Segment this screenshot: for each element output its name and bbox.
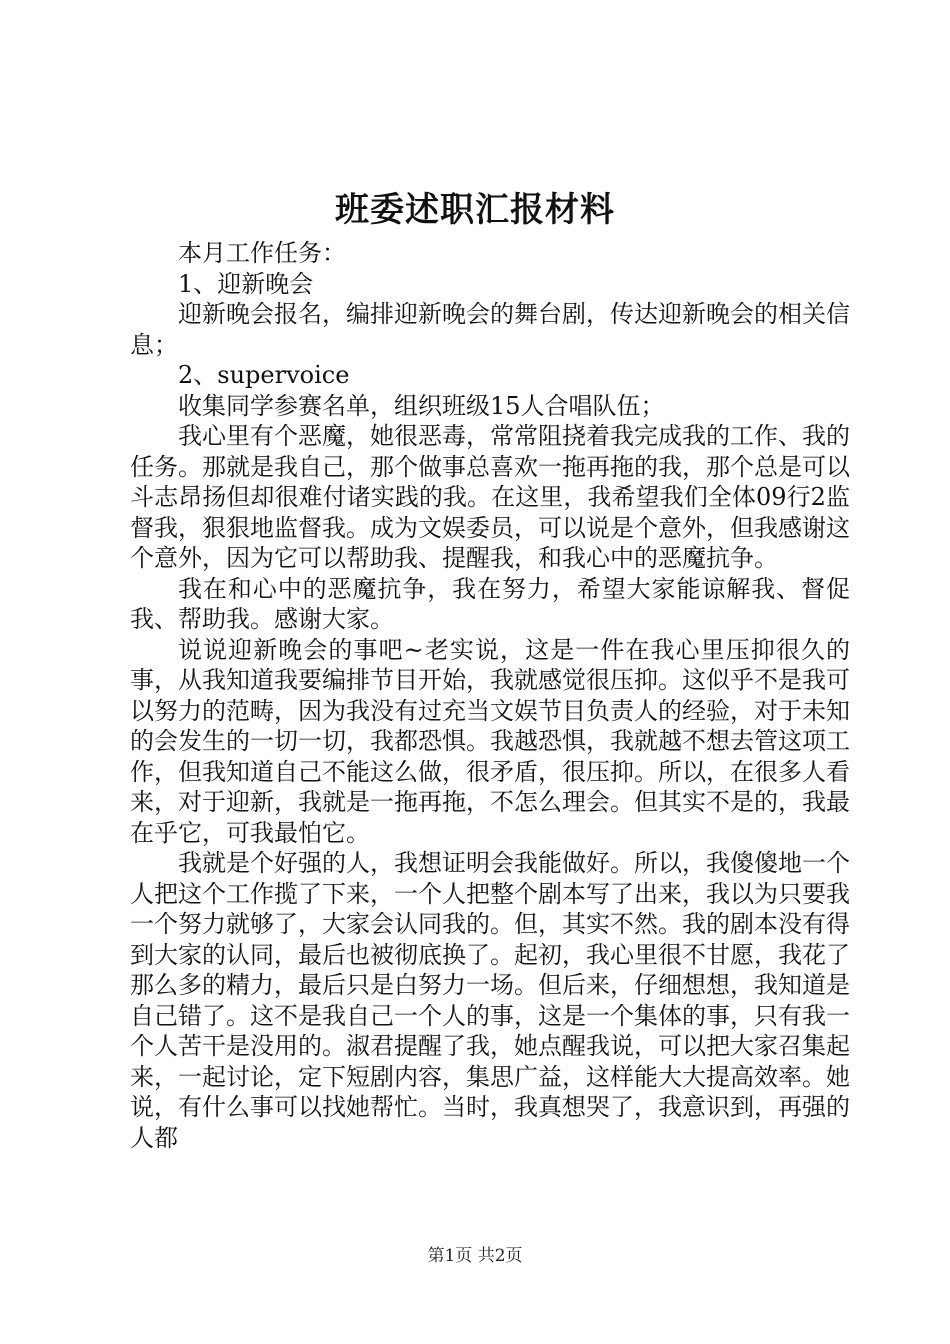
paragraph-item-2: 2、supervoice	[178, 361, 350, 389]
paragraph-task-heading: 本月工作任务：	[178, 239, 346, 267]
document-title: 班委述职汇报材料	[335, 190, 615, 230]
paragraph-item-1: 1、迎新晚会	[178, 269, 314, 298]
document-body	[130, 238, 850, 1153]
paragraph-body: 说说迎新晚会的事吧~老实说，这是一件在我心里压抑很久的事，从我知道我要编排节目开始，我就感觉很压抑。这似乎不是我可以努力的范畴，因为我没有过充当文娱节目负责人的经验，对于未知的会发生的一切一切，我都恐惧。我越恐惧，我就越不想去管这项工作，但我知道自己不能这么做，很矛盾，很压抑。所以，在很多人看来，对于迎新，我就是一拖再拖，不怎么理会。但其实不是的，我最在乎它，可我最怕它。	[130, 635, 850, 847]
paragraph-body: 我在和心中的恶魔抗争，我在努力，希望大家能谅解我、督促我、帮助我。感谢大家。	[130, 574, 850, 633]
paragraph-body: 我就是个好强的人，我想证明会我能做好。所以，我傻傻地一个人把这个工作揽了下来，一个人把整个剧本写了出来，我以为只要我一个努力就够了，大家会认同我的。但，其实不然。我的剧本没有得到大家的认同，最后也被彻底换了。起初，我心里很不甘愿，我花了那么多的精力，最后只是白努力一场。但后来，仔细想想，我知道是自己错了。这不是我自己一个人的事，这是一个集体的事，只有我一个人苦干是没用的。淑君提醒了我，她点醒我说，可以把大家召集起来，一起讨论，定下短剧内容，集思广益，这样能大大提高效率。她说，有什么事可以找她帮忙。当时，我真想哭了，我意识到，再强的人都	[130, 849, 850, 1152]
paragraph-body: 我心里有个恶魔，她很恶毒，常常阻挠着我完成我的工作、我的任务。那就是我自己，那个做事总喜欢一拖再拖的我，那个总是可以斗志昂扬但却很难付诸实践的我。在这里，我希望我们全体09行2监督我，狠狠地监督我。成为文娱委员，可以说是个意外，但我感谢这个意外，因为它可以帮助我、提醒我，和我心中的恶魔抗争。	[130, 422, 850, 572]
paragraph-item-1-detail: 迎新晚会报名，编排迎新晚会的舞台剧，传达迎新晚会的相关信息；	[130, 300, 850, 359]
page-number-footer: 第1页 共2页	[427, 1246, 523, 1266]
paragraph-item-2-detail: 收集同学参赛名单，组织班级15人合唱队伍；	[178, 391, 665, 420]
